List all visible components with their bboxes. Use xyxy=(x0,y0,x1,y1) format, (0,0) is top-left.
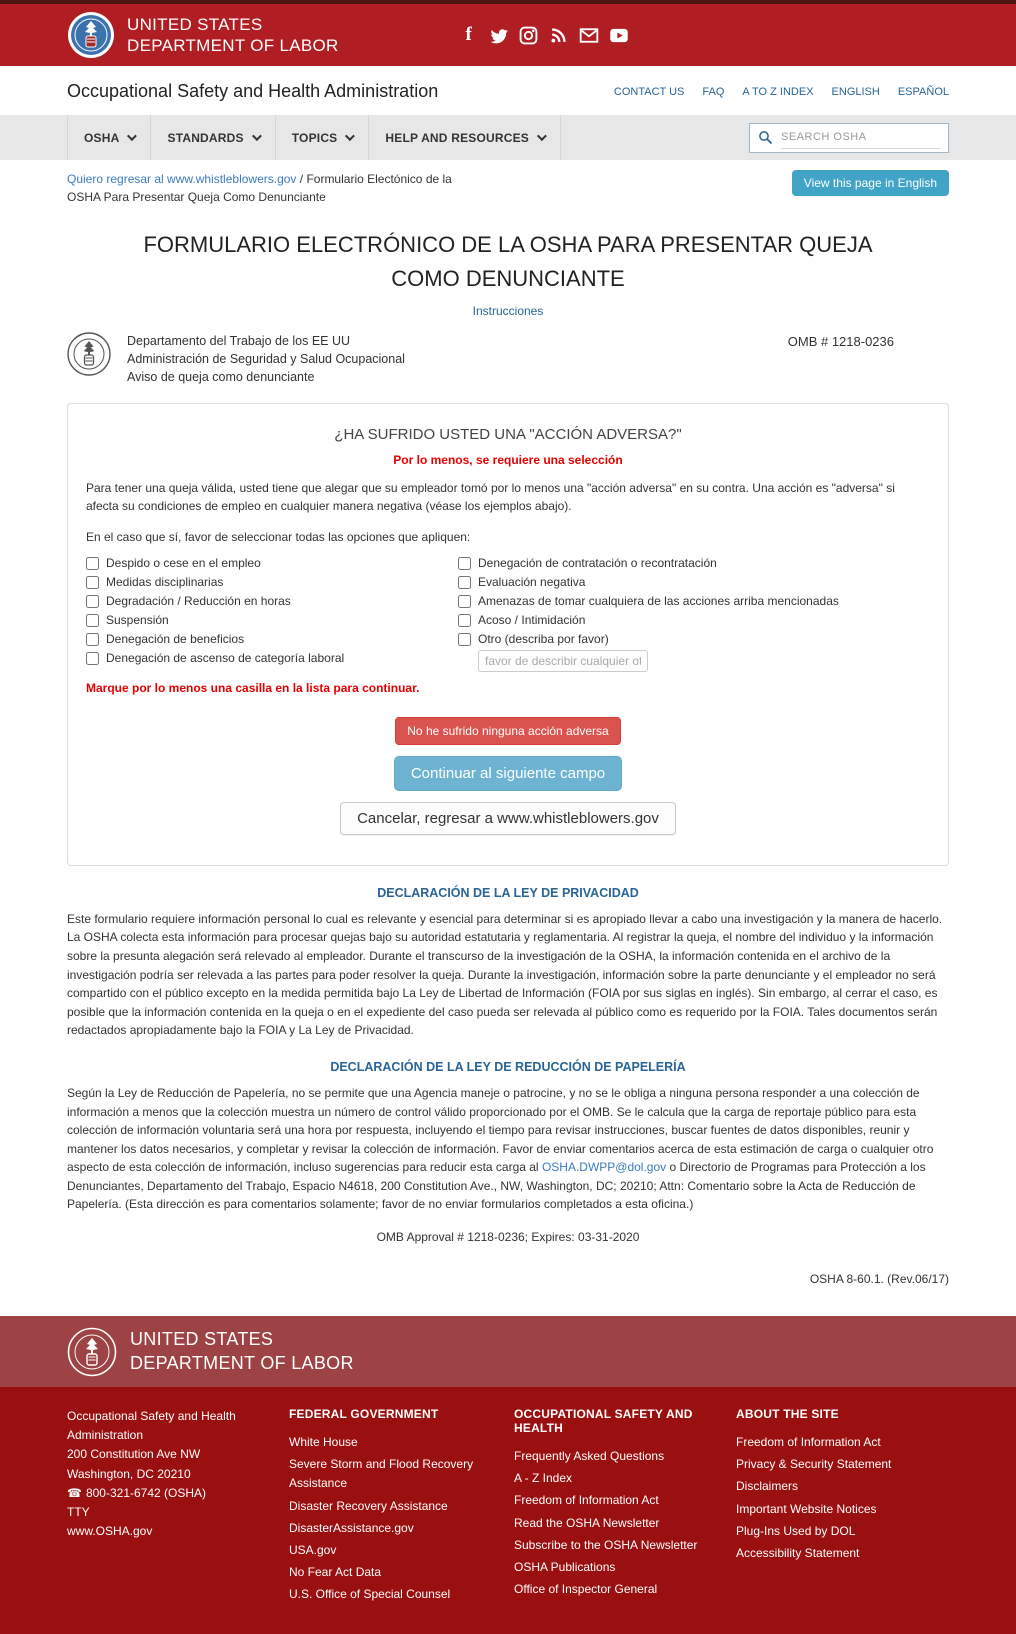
breadcrumb-current: / Formulario Electónico de la OSHA Para Presentar Queja Como Denunciante xyxy=(67,172,452,204)
footer-link[interactable]: Read the OSHA Newsletter xyxy=(514,1515,660,1530)
footer-links-band xyxy=(0,1387,1016,1634)
footer-tty-link[interactable]: TTY xyxy=(67,1505,90,1519)
twitter-icon[interactable] xyxy=(489,25,509,45)
footer-link[interactable]: A - Z Index xyxy=(514,1471,573,1486)
footer-link[interactable]: Accessibility Statement xyxy=(736,1546,860,1560)
paperwork-text-2: o Directorio de Programas para Protección a los Denunciantes, Departamento del Trabajo, Espacio N4618, 200 Constitution Ave., NW, Washington, DC; 20210; Attn: Comentario sobre la Acta de Reducción de Papelería. (Esta dirección es para comentarios solamente; favor de no enviar formularios completados a esta oficina.) xyxy=(67,1160,926,1212)
utility-nav xyxy=(614,86,949,98)
agency-name xyxy=(127,14,339,57)
checkbox-suspension[interactable] xyxy=(86,614,99,627)
utility-link-english[interactable]: ENGLISH xyxy=(831,85,880,98)
youtube-icon[interactable] xyxy=(609,25,629,45)
nav-item-label: TOPICS xyxy=(291,130,338,145)
required-note: Por lo menos, se requiere una selección xyxy=(393,452,623,467)
facebook-icon[interactable]: f xyxy=(465,24,472,45)
rss-icon[interactable] xyxy=(549,25,569,45)
option-label: Otro (describa por favor) xyxy=(478,632,609,647)
search-box xyxy=(749,123,949,153)
footer-link[interactable]: Freedom of Information Act xyxy=(736,1435,881,1450)
paperwork-reduction-heading: DECLARACIÓN DE LA LEY DE REDUCCIÓN DE PAPELERÍA xyxy=(330,1059,686,1074)
option-row xyxy=(86,554,458,573)
checkbox-acoso[interactable] xyxy=(458,614,471,627)
checkbox-evaluacion-negativa[interactable] xyxy=(458,576,471,589)
paperwork-text-1: Según la Ley de Reducción de Papelería, no se permite que una Agencia maneje o patrocine, y no se le obliga a ninguna persona responder a una colección de información a menos que la colección muestra un número de control válido proporcionado por el OMB. Se le calcula que la carga de reportaje público para esta colección de información voluntaria será una hora por respuesta, incluyendo el tiempo para revisar instrucciones, buscar fuentes de datos disponibles, reunir y mantener los datos necesarios, y completar y revisar la colección de información. Favor de enviar comentarios acerca de esta estimación de carga o cualquier otro aspecto de esta colección de información, incluso sugerencias para reducir esta carga al xyxy=(67,1085,934,1175)
nav-item-help-and-resources[interactable] xyxy=(369,115,561,160)
validation-message: Marque por lo menos una casilla en la lista para continuar. xyxy=(86,680,420,695)
checkbox-denegacion-ascenso[interactable] xyxy=(86,652,99,665)
footer-link[interactable]: OSHA Publications xyxy=(514,1560,616,1574)
option-row xyxy=(86,592,458,611)
question-title: ¿HA SUFRIDO USTED UNA "ACCIÓN ADVERSA?" xyxy=(334,425,682,443)
privacy-act-heading: DECLARACIÓN DE LA LEY DE PRIVACIDAD xyxy=(377,885,639,900)
footer-link[interactable]: Freedom of Information Act xyxy=(514,1493,659,1508)
site-subheader xyxy=(0,66,1016,115)
phone-icon: ☎ xyxy=(67,1485,82,1500)
nav-item-topics[interactable] xyxy=(276,115,370,160)
footer-osha-gov-link[interactable]: www.OSHA.gov xyxy=(67,1524,153,1539)
footer-link[interactable]: USA.gov xyxy=(289,1543,337,1557)
omb-number: OMB # 1218-0236 xyxy=(787,334,894,350)
chevron-down-icon xyxy=(127,131,137,141)
option-row xyxy=(86,611,458,630)
option-label: Denegación de ascenso de categoría laboral xyxy=(106,651,345,666)
osha-dwpp-email-link[interactable]: OSHA.DWPP@dol.gov xyxy=(541,1160,667,1175)
site-title: Occupational Safety and Health Administration xyxy=(67,81,439,101)
footer-link[interactable]: DisasterAssistance.gov xyxy=(289,1520,414,1535)
option-label: Denegación de beneficios xyxy=(106,632,245,647)
footer-link[interactable]: Disclaimers xyxy=(736,1479,799,1494)
agency-line2: DEPARTMENT OF LABOR xyxy=(127,36,339,55)
option-row xyxy=(458,592,930,611)
form-intro-text: Para tener una queja válida, usted tiene que alegar que su empleador tomó por lo menos una "acción adversa" en su contra. Una acción es "adversa" si afecta su condiciones de empleo en cualquier manera negativa (véase los ejemplos abajo). xyxy=(86,480,895,514)
option-row xyxy=(86,649,458,668)
option-row xyxy=(458,573,930,592)
instagram-icon[interactable] xyxy=(519,25,539,45)
checkbox-denegacion-contratacion[interactable] xyxy=(458,557,471,570)
select-prompt: En el caso que sí, favor de seleccionar todas las opciones que apliquen: xyxy=(86,529,471,544)
form-header-line3: Aviso de queja como denunciante xyxy=(127,370,315,385)
option-row xyxy=(458,554,930,573)
view-in-english-button[interactable]: View this page in English xyxy=(792,170,949,196)
page-title: FORMULARIO ELECTRÓNICO DE LA OSHA PARA PRESENTAR QUEJA COMO DENUNCIANTE xyxy=(143,232,873,292)
footer-phone: 800-321-6742 (OSHA) xyxy=(85,1485,207,1500)
checkbox-degradacion[interactable] xyxy=(86,595,99,608)
option-row xyxy=(86,573,458,592)
footer-agency-line1: UNITED STATES xyxy=(130,1329,274,1350)
search-input[interactable] xyxy=(781,127,940,149)
chevron-down-icon xyxy=(345,131,355,141)
footer-about-column xyxy=(736,1407,949,1608)
nav-item-label: STANDARDS xyxy=(167,130,244,145)
page-footer xyxy=(0,1316,1016,1634)
dol-bw-seal xyxy=(67,332,111,376)
footer-link[interactable]: Privacy & Security Statement xyxy=(736,1457,892,1472)
chevron-down-icon xyxy=(252,131,262,141)
utility-link-faq[interactable]: FAQ xyxy=(702,85,725,98)
footer-agency-line2: DEPARTMENT OF LABOR xyxy=(130,1352,354,1373)
form-number: OSHA 8-60.1. (Rev.06/17) xyxy=(809,1272,949,1287)
checkbox-otro[interactable] xyxy=(458,633,471,646)
footer-link[interactable]: Severe Storm and Flood Recovery Assistance xyxy=(289,1457,474,1491)
utility-link-espanol[interactable]: ESPAÑOL xyxy=(897,85,949,98)
options-grid xyxy=(86,554,930,673)
footer-link[interactable]: White House xyxy=(289,1435,358,1450)
agency-line1: UNITED STATES xyxy=(127,14,263,34)
dol-outline-seal xyxy=(67,1327,117,1377)
main-navigation xyxy=(0,115,1016,160)
chevron-down-icon xyxy=(537,131,547,141)
checkbox-medidas-disciplinarias[interactable] xyxy=(86,576,99,589)
form-header xyxy=(67,332,949,386)
breadcrumb xyxy=(67,170,487,206)
footer-federal-government-column xyxy=(289,1407,514,1608)
omb-approval-line: OMB Approval # 1218-0236; Expires: 03-31-2020 xyxy=(376,1230,640,1245)
footer-link[interactable]: Subscribe to the OSHA Newsletter xyxy=(514,1537,698,1552)
dol-masthead xyxy=(0,4,1016,66)
instructions-link[interactable]: Instrucciones xyxy=(472,304,544,319)
option-label: Medidas disciplinarias xyxy=(106,575,224,590)
footer-link[interactable]: Plug-Ins Used by DOL xyxy=(736,1523,856,1538)
continue-button[interactable]: Continuar al siguiente campo xyxy=(394,756,622,791)
option-label: Evaluación negativa xyxy=(478,575,586,590)
other-description-input[interactable] xyxy=(478,650,648,672)
footer-link[interactable]: U.S. Office of Special Counsel xyxy=(289,1587,451,1602)
footer-column-heading: ABOUT THE SITE xyxy=(736,1407,839,1422)
footer-agency-name xyxy=(130,1328,354,1375)
form-header-line2: Administración de Seguridad y Salud Ocupacional xyxy=(127,352,405,367)
adverse-action-form xyxy=(67,403,949,866)
option-row xyxy=(458,649,930,673)
social-icons xyxy=(459,25,629,45)
footer-agency-band xyxy=(0,1316,1016,1387)
checkbox-denegacion-beneficios[interactable] xyxy=(86,633,99,646)
checkbox-amenazas[interactable] xyxy=(458,595,471,608)
option-label: Suspensión xyxy=(106,613,169,628)
breadcrumb-whistleblowers-link[interactable]: Quiero regresar al www.whistleblowers.gov xyxy=(67,172,297,186)
option-label: Denegación de contratación o recontratación xyxy=(478,556,717,571)
option-label: Degradación / Reducción en horas xyxy=(106,594,291,609)
nav-item-osha[interactable] xyxy=(67,115,151,160)
footer-link[interactable]: Frequently Asked Questions xyxy=(514,1449,665,1464)
option-row xyxy=(458,630,930,649)
checkbox-despido[interactable] xyxy=(86,557,99,570)
cancel-button[interactable]: Cancelar, regresar a www.whistleblowers.gov xyxy=(340,802,676,835)
footer-link[interactable]: Important Website Notices xyxy=(736,1501,877,1516)
footer-link[interactable]: Office of Inspector General xyxy=(514,1582,658,1597)
utility-link-a-to-z[interactable]: A TO Z INDEX xyxy=(742,85,814,98)
no-adverse-action-button[interactable]: No he sufrido ninguna acción adversa xyxy=(395,717,620,745)
options-column-right xyxy=(458,554,930,673)
privacy-act-body: Este formulario requiere información personal lo cual es relevante y esencial para determinar si es apropiado llevar a cabo una investigación y la manera de hacerlo. La OSHA colecta esta información para procesar quejas bajo su autoridad estatutaria y reglamentaria. Al registrar la queja, el nombre del individuo y la información sobre la presunta alegación será relevado al empleador. Durante el transcurso de la investigación de la OSHA, la información contenida en el archivo de la investigación podría ser relevada a las partes para poder resolver la queja. Durante la investigación, información sobre la parte denunciante y el empleador no será compartido con el público excepto en la medida permitida bajo La Ley de Libertad de Información (FOIA por sus siglas en inglés). Sin embargo, al cerrar el caso, es posible que la información contenida en la queja o en el expediente del caso pueda ser relevada al público como es requerido por la FOIA. Tales documentos serán redactados apropiadamente bajo la FOIA y La Ley de Privacidad. xyxy=(67,911,943,1038)
search-icon xyxy=(758,130,773,145)
option-row xyxy=(86,630,458,649)
nav-item-label: OSHA xyxy=(84,130,120,145)
option-row xyxy=(458,611,930,630)
option-label: Amenazas de tomar cualquiera de las acciones arriba mencionadas xyxy=(478,594,839,609)
options-column-left xyxy=(86,554,458,673)
footer-city: Washington, DC 20210 xyxy=(67,1466,191,1481)
footer-link[interactable]: Disaster Recovery Assistance xyxy=(289,1498,448,1513)
form-header-line1: Departamento del Trabajo de los EE UU xyxy=(127,334,351,349)
email-icon[interactable] xyxy=(579,25,599,45)
dol-seal-logo xyxy=(67,11,115,59)
footer-org-name: Occupational Safety and Health Administration xyxy=(67,1409,236,1443)
footer-address-column xyxy=(67,1407,289,1608)
option-label: Despido o cese en el empleo xyxy=(106,556,261,571)
footer-osh-column xyxy=(514,1407,736,1608)
footer-column-heading: FEDERAL GOVERNMENT xyxy=(289,1407,439,1422)
paperwork-reduction-body xyxy=(67,1084,949,1214)
nav-item-standards[interactable] xyxy=(151,115,275,160)
footer-street: 200 Constitution Ave NW xyxy=(67,1447,201,1462)
option-label: Acoso / Intimidación xyxy=(478,613,586,628)
footer-link[interactable]: No Fear Act Data xyxy=(289,1565,382,1580)
nav-item-label: HELP AND RESOURCES xyxy=(385,130,530,145)
footer-column-heading: OCCUPATIONAL SAFETY AND HEALTH xyxy=(514,1407,693,1436)
utility-link-contact-us[interactable]: CONTACT US xyxy=(613,85,685,98)
